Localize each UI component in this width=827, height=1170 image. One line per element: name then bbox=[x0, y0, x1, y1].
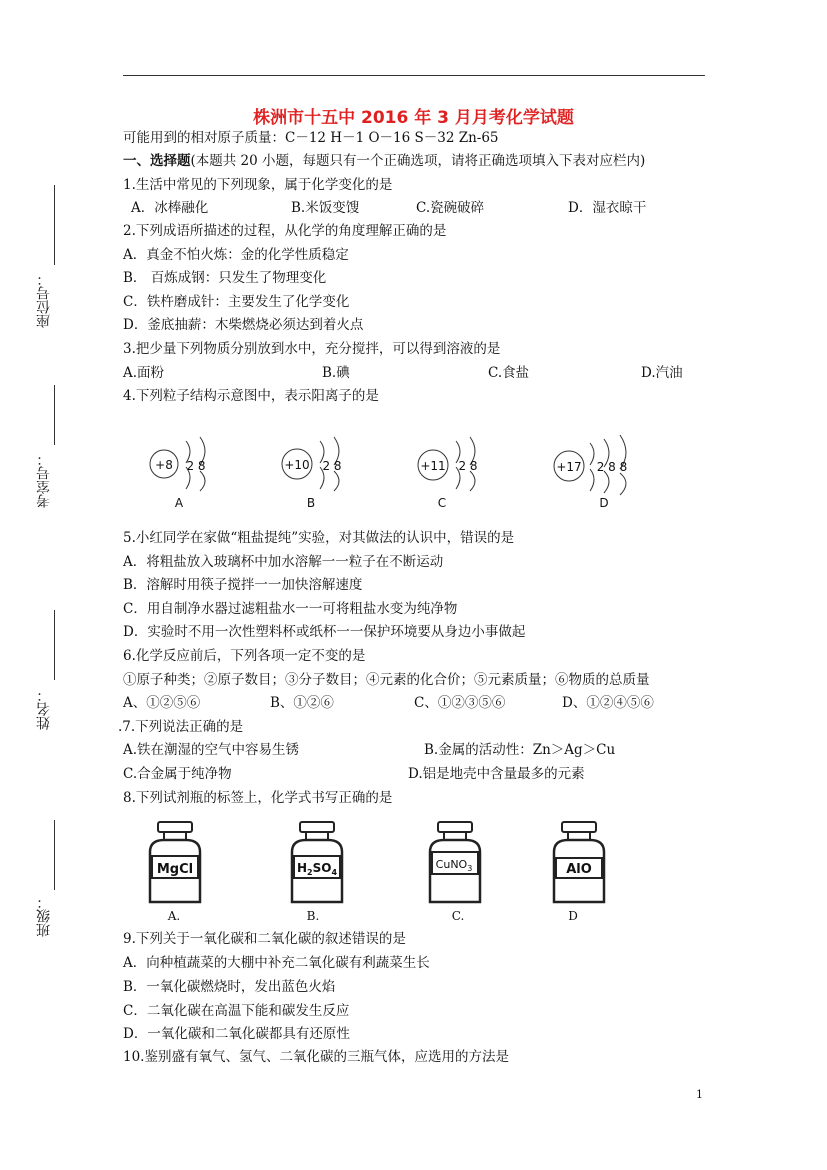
q6-option-a: A、①②⑤⑥ bbox=[123, 695, 201, 711]
q9-option-b: B．一氧化碳燃烧时，发出蓝色火焰 bbox=[123, 979, 336, 995]
q4-stem: 4.下列粒子结构示意图中，表示阳离子的是 bbox=[123, 388, 379, 404]
q1-stem: 1.生活中常见的下列现象，属于化学变化的是 bbox=[123, 177, 393, 193]
q5-option-d: D．实验时不用一次性塑料杯或纸杯一一保护环境要从身边小事做起 bbox=[123, 624, 526, 640]
q3-option-d: D.汽油 bbox=[641, 365, 683, 381]
bottle-d bbox=[554, 822, 604, 923]
q6-option-b: B、①②⑥ bbox=[270, 695, 334, 711]
bottle-a-label: A. bbox=[167, 909, 181, 923]
atom-b-label: B bbox=[306, 496, 316, 510]
q1-option-b: B.米饭变馊 bbox=[291, 200, 360, 216]
atom-d-nucleus: +17 bbox=[556, 460, 582, 474]
sidebar-line-name bbox=[54, 610, 55, 680]
q7-option-c: C.合金属于纯净物 bbox=[123, 766, 232, 782]
atom-d-shells: 2 8 8 bbox=[596, 460, 628, 474]
q5-stem: 5.小红同学在家做“粗盐提纯”实验，对其做法的认识中，错误的是 bbox=[123, 530, 515, 546]
atom-d-label: D bbox=[599, 496, 609, 510]
bottle-b-label: B. bbox=[306, 909, 320, 923]
bottle-a bbox=[150, 822, 200, 923]
page-number: 1 bbox=[696, 1088, 703, 1101]
q2-option-a: A．真金不怕火炼：金的化学性质稳定 bbox=[123, 247, 349, 263]
q9-option-d: D．一氧化碳和二氧化碳都具有还原性 bbox=[123, 1026, 350, 1042]
section-heading bbox=[123, 151, 645, 171]
q10-stem: 10.鉴别盛有氧气、氢气、二氧化碳的三瓶气体，应选用的方法是 bbox=[123, 1049, 509, 1065]
atom-b-nucleus: +10 bbox=[284, 458, 310, 472]
q2-option-b: B． 百炼成钢：只发生了物理变化 bbox=[123, 270, 327, 286]
q7-stem: .7.下列说法正确的是 bbox=[118, 719, 244, 735]
q6-items: ①原子种类；②原子数目；③分子数目；④元素的化合价；⑤元素质量；⑥物质的总质量 bbox=[123, 672, 650, 688]
q9-option-a: A．向种植蔬菜的大棚中补充二氧化碳有利蔬菜生长 bbox=[123, 955, 430, 971]
atom-c-nucleus: +11 bbox=[420, 459, 446, 473]
q2-option-c: C．铁杵磨成针：主要发生了化学变化 bbox=[123, 294, 350, 310]
bottle-d-formula: AlO bbox=[566, 862, 592, 877]
sidebar-class-label: 班级： bbox=[36, 895, 52, 937]
section-heading-bold: 一、选择题 bbox=[123, 153, 191, 169]
atom-a-nucleus: +8 bbox=[155, 458, 173, 472]
atom-diagram-a bbox=[150, 437, 206, 510]
sidebar-line-room bbox=[54, 385, 55, 445]
bottle-b-formula: $H_2SO_4$ bbox=[296, 861, 338, 877]
atom-a-label: A bbox=[174, 496, 184, 510]
page-title: 株洲市十五中 2016 年 3 月月考化学试题 bbox=[253, 108, 574, 128]
sidebar-line-seat bbox=[54, 185, 55, 265]
q5-option-a: A．将粗盐放入玻璃杯中加水溶解一一粒子在不断运动 bbox=[123, 554, 444, 570]
bottle-a-formula: MgCl bbox=[156, 862, 194, 877]
bottle-c-formula: CuNO$_3$ bbox=[435, 858, 473, 873]
q1-option-d: D．湿衣晾干 bbox=[568, 200, 647, 216]
q3-option-c: C.食盐 bbox=[488, 365, 530, 381]
atom-diagram-d bbox=[554, 435, 627, 510]
reagent-bottles bbox=[140, 818, 620, 928]
q9-stem: 9.下列关于一氧化碳和二氧化碳的叙述错误的是 bbox=[123, 931, 406, 947]
bottle-b bbox=[292, 822, 342, 923]
atom-c-shells: 2 8 bbox=[458, 459, 478, 473]
bottle-d-label: D bbox=[568, 909, 578, 923]
atom-diagram-c bbox=[418, 437, 478, 510]
atom-c-label: C bbox=[437, 496, 447, 510]
bottle-c-label: C. bbox=[451, 909, 465, 923]
header-rule bbox=[123, 75, 705, 76]
atom-diagram-b bbox=[282, 437, 342, 510]
q7-option-b: B.金属的活动性：Zn＞Ag＞Cu bbox=[424, 742, 616, 758]
sidebar-name-label: 姓名： bbox=[36, 688, 52, 730]
sidebar-line-class bbox=[54, 820, 55, 890]
atom-diagrams bbox=[130, 425, 670, 515]
q3-option-a: A.面粉 bbox=[123, 365, 165, 381]
q3-option-b: B.碘 bbox=[322, 365, 350, 381]
sidebar-room-label: 考室号： bbox=[36, 452, 52, 508]
atomic-mass-info: 可能用到的相对原子质量：C－12 H－1 O－16 S－32 Zn-65 bbox=[123, 130, 499, 146]
q7-option-a: A.铁在潮湿的空气中容易生锈 bbox=[123, 742, 300, 758]
q3-stem: 3.把少量下列物质分别放到水中，充分搅拌，可以得到溶液的是 bbox=[123, 341, 501, 357]
q1-option-a: A．冰棒融化 bbox=[131, 200, 209, 216]
q2-option-d: D．釜底抽薪：木柴燃烧必须达到着火点 bbox=[123, 317, 364, 333]
section-heading-note: (本题共 20 小题，每题只有一个正确选项，请将正确选项填入下表对应栏内) bbox=[190, 153, 646, 169]
q9-option-c: C．二氧化碳在高温下能和碳发生反应 bbox=[123, 1003, 350, 1019]
q8-stem: 8.下列试剂瓶的标签上，化学式书写正确的是 bbox=[123, 790, 393, 806]
q6-stem: 6.化学反应前后，下列各项一定不变的是 bbox=[123, 648, 366, 664]
atom-a-shells: 2 8 bbox=[186, 459, 206, 473]
atom-b-shells: 2 8 bbox=[322, 459, 342, 473]
bottle-c bbox=[430, 822, 480, 923]
q1-option-c: C.瓷碗破碎 bbox=[416, 200, 485, 216]
q2-stem: 2.下列成语所描述的过程，从化学的角度理解正确的是 bbox=[123, 223, 447, 239]
q5-option-c: C．用自制净水器过滤粗盐水一一可将粗盐水变为纯净物 bbox=[123, 601, 458, 617]
q6-option-c: C、①②③⑤⑥ bbox=[414, 695, 506, 711]
q5-option-b: B．溶解时用筷子搅拌一一加快溶解速度 bbox=[123, 577, 363, 593]
sidebar-seat-label: 座位号： bbox=[36, 272, 52, 328]
q6-option-d: D、①②④⑤⑥ bbox=[562, 695, 654, 711]
q7-option-d: D.铝是地壳中含量最多的元素 bbox=[408, 766, 585, 782]
